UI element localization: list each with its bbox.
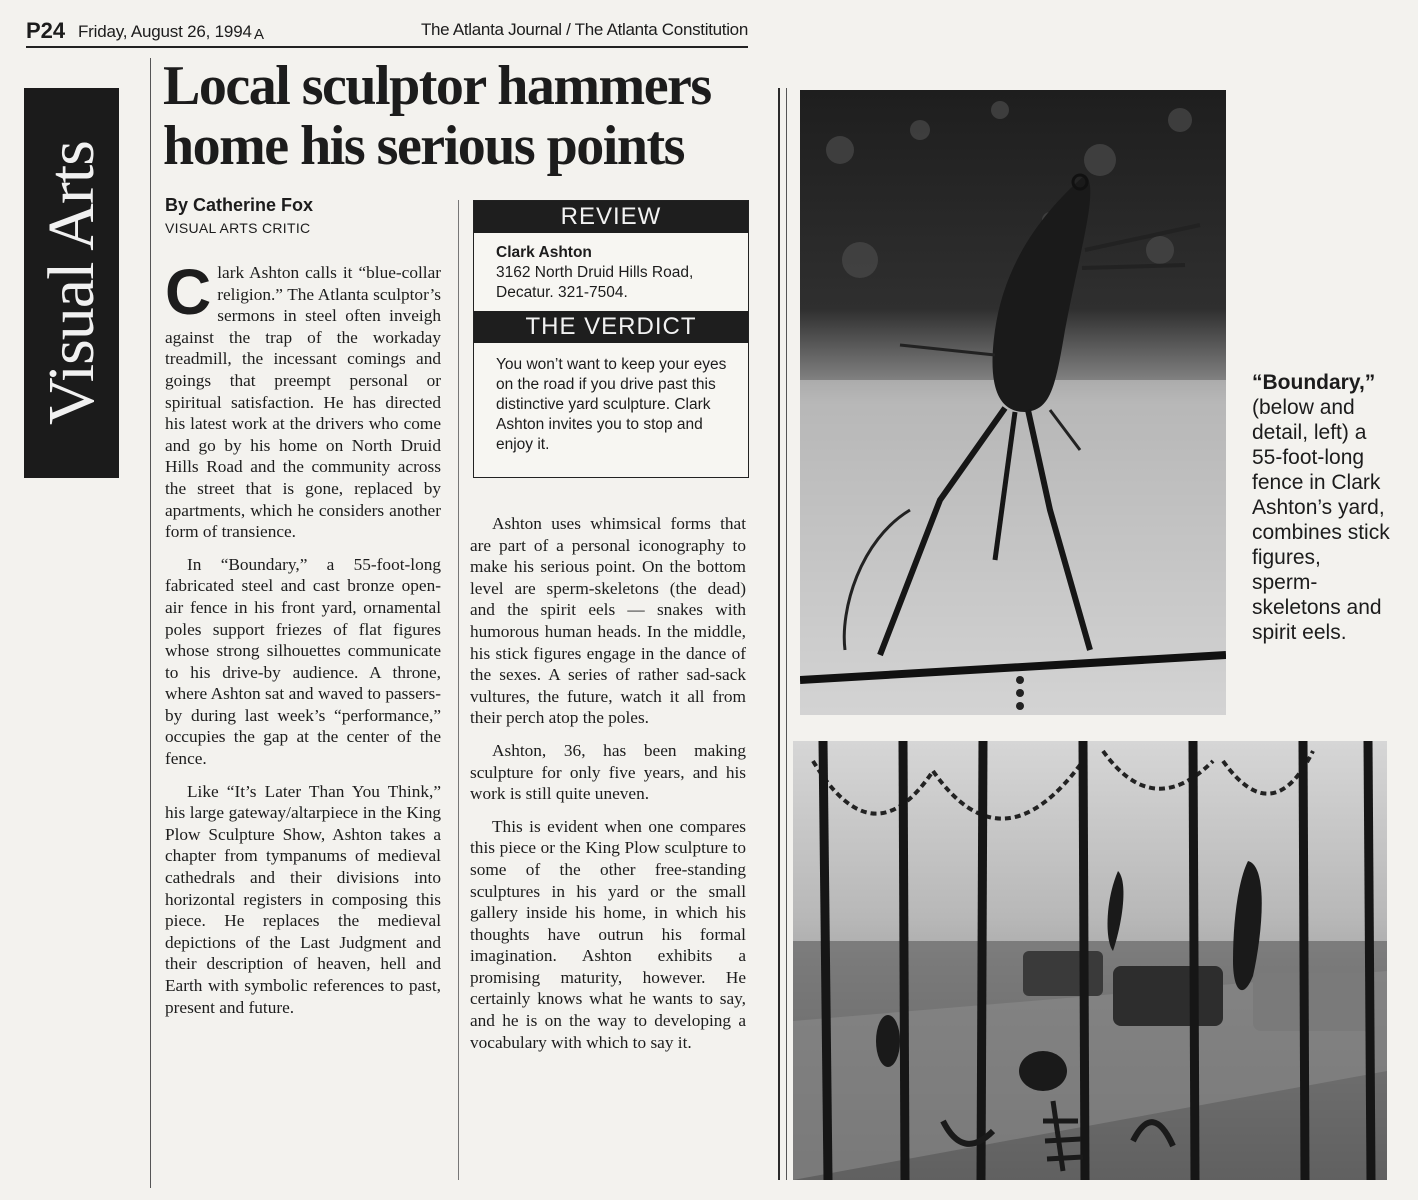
photo-fence xyxy=(793,741,1387,1180)
photo-caption xyxy=(1252,370,1392,645)
headline-line-1: Local sculptor hammers xyxy=(163,55,711,117)
caption-text: (below and detail, left) a 55-foot-long fence in Clark Ashton’s yard, combines stick figures, sperm-skeletons and spirit eels. xyxy=(1252,396,1390,644)
issue-date: Friday, August 26, 1994 xyxy=(78,22,252,41)
review-box xyxy=(473,200,749,478)
verdict-text: You won’t want to keep your eyes on the road if you drive past this distinctive yard sculpture. Clark Ashton invites you to stop and enjoy it. xyxy=(496,356,727,453)
byline: By Catherine Fox xyxy=(165,195,314,215)
drop-cap: C xyxy=(165,256,212,328)
photo-fence-image xyxy=(793,741,1387,1180)
edition-mark: A xyxy=(254,26,265,43)
column-rule xyxy=(786,88,787,1180)
article-column-2 xyxy=(470,513,746,1064)
headline xyxy=(163,56,773,176)
paragraph: Clark Ashton calls it “blue-collar religion.” The Atlanta sculptor’s sermons in steel often inveigh against the trap of the workaday treadmill, the incessant comings and goings that preempt personal or spiritual satisfaction. He has directed his latest work at the drivers who come and go by his home on North Druid Hills Road and the community across the street that is gone, replaced by apartments, which he considers another form of transience. xyxy=(165,256,441,542)
paragraph: This is evident when one compares this piece or the King Plow sculpture to some of the other free-standing sculptures in his yard or the small gallery inside his home, in which his thoughts have outrun his formal imagination. Ashton exhibits a promising maturity, however. He certainly knows what he wants to say, and he is on the way to developing a vocabulary with which to say it. xyxy=(470,816,746,1052)
photo-detail-image xyxy=(800,90,1226,715)
section-label-text: Visual Arts xyxy=(34,141,108,425)
author-role: VISUAL ARTS CRITIC xyxy=(165,220,311,236)
review-address: 3162 North Druid Hills Road, Decatur. 321-7504. xyxy=(496,264,694,301)
article-column-1 xyxy=(165,256,441,1029)
section-label xyxy=(24,88,119,478)
review-header: REVIEW xyxy=(474,201,748,233)
column-rule xyxy=(458,200,459,1180)
verdict-header: THE VERDICT xyxy=(474,311,748,343)
paragraph: In “Boundary,” a 55-foot-long fabricated steel and cast bronze open-air fence in his front yard, ornamental poles support friezes of flat figures whose strong silhouettes communicate to his drive-by audience. A throne, where Ashton sat and waved to passers-by during last week’s “performance,” occupies the gap at the center of the fence. xyxy=(165,554,441,769)
column-rule xyxy=(150,58,151,1188)
column-rule xyxy=(778,88,780,1180)
paragraph: Ashton uses whimsical forms that are part of a personal iconography to make his serious point. On the bottom level are sperm-skeletons (the dead) and the spirit eels — snakes with humorous human heads. In the middle, his stick figures engage in the dance of the sexes. A series of rather sad-sack vultures, the future, watch it all from their perch atop the poles. xyxy=(470,514,746,728)
review-subject: Clark Ashton xyxy=(496,244,592,261)
headline-line-2: home his serious points xyxy=(163,115,684,177)
caption-title: “Boundary,” xyxy=(1252,371,1376,394)
page-number: P24 xyxy=(26,18,66,43)
publication-name: The Atlanta Journal / The Atlanta Constitution xyxy=(420,20,748,39)
paragraph: Like “It’s Later Than You Think,” his large gateway/altarpiece in the King Plow Sculpture Show, Ashton takes a chapter from tympanums of medieval cathedrals and their divisions into horizontal registers in composing this piece. He replaces the medieval depictions of the Last Judgment and their description of heaven, hell and Earth with symbolic references to past, present and future. xyxy=(165,781,441,1017)
masthead xyxy=(26,18,748,48)
photo-sculpture-detail xyxy=(800,90,1226,715)
paragraph: Ashton, 36, has been making sculpture for only five years, and his work is still quite uneven. xyxy=(470,740,746,804)
